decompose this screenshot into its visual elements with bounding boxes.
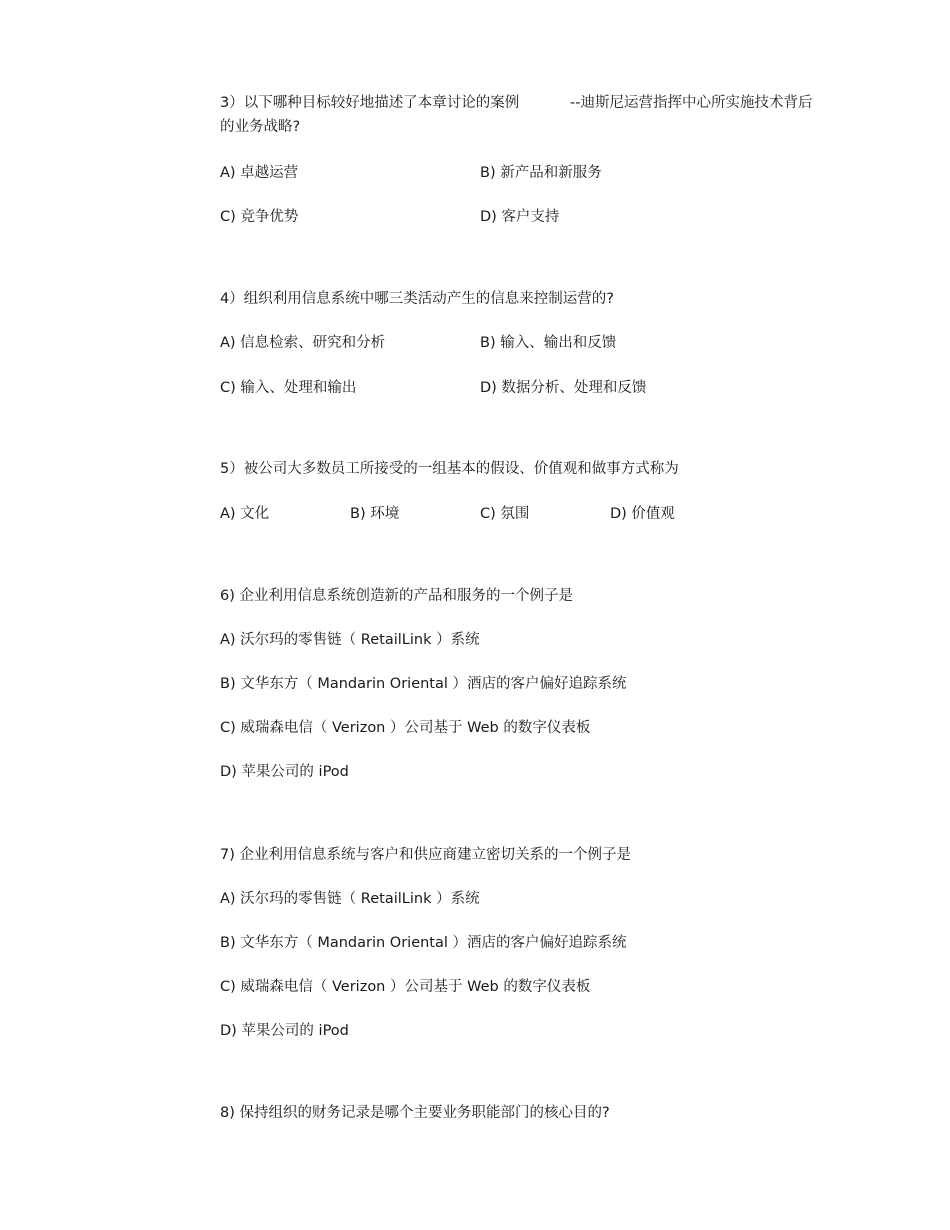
- q3-option-c: C) 竞争优势: [220, 209, 299, 225]
- q3-option-d: D) 客户支持: [480, 209, 560, 225]
- q3-stem-part2: --迪斯尼运营指挥中心所实施技术背后: [570, 95, 813, 111]
- q6-stem: 6) 企业利用信息系统创造新的产品和服务的一个例子是: [220, 588, 573, 604]
- q4-option-c: C) 输入、处理和输出: [220, 380, 357, 396]
- q5-stem: 5）被公司大多数员工所接受的一组基本的假设、价值观和做事方式称为: [220, 461, 679, 477]
- q5-option-d: D) 价值观: [610, 506, 675, 522]
- q3-stem-part1: 3）以下哪种目标较好地描述了本章讨论的案例: [220, 95, 520, 111]
- q8-stem: 8) 保持组织的财务记录是哪个主要业务职能部门的核心目的?: [220, 1105, 610, 1121]
- q7-option-c: C) 威瑞森电信（ Verizon ）公司基于 Web 的数字仪表板: [220, 979, 591, 995]
- q4-option-a: A) 信息检索、研究和分析: [220, 335, 386, 351]
- q6-option-c: C) 威瑞森电信（ Verizon ）公司基于 Web 的数字仪表板: [220, 720, 591, 736]
- q6-option-a: A) 沃尔玛的零售链（ RetailLink ）系统: [220, 632, 480, 648]
- q7-stem: 7) 企业利用信息系统与客户和供应商建立密切关系的一个例子是: [220, 847, 631, 863]
- q7-option-a: A) 沃尔玛的零售链（ RetailLink ）系统: [220, 891, 480, 907]
- q5-option-a: A) 文化: [220, 506, 270, 522]
- q4-option-d: D) 数据分析、处理和反馈: [480, 380, 647, 396]
- q5-option-c: C) 氛围: [480, 506, 530, 522]
- q5-option-b: B) 环境: [350, 506, 400, 522]
- q7-option-b: B) 文华东方（ Mandarin Oriental ）酒店的客户偏好追踪系统: [220, 935, 627, 951]
- q6-option-d: D) 苹果公司的 iPod: [220, 764, 349, 780]
- q4-option-b: B) 输入、输出和反馈: [480, 335, 617, 351]
- q6-option-b: B) 文华东方（ Mandarin Oriental ）酒店的客户偏好追踪系统: [220, 676, 627, 692]
- q4-stem: 4）组织利用信息系统中哪三类活动产生的信息来控制运营的?: [220, 291, 614, 307]
- q3-option-a: A) 卓越运营: [220, 165, 299, 181]
- q3-option-b: B) 新产品和新服务: [480, 165, 602, 181]
- q7-option-d: D) 苹果公司的 iPod: [220, 1023, 349, 1039]
- q3-stem-part3: 的业务战略?: [220, 119, 301, 135]
